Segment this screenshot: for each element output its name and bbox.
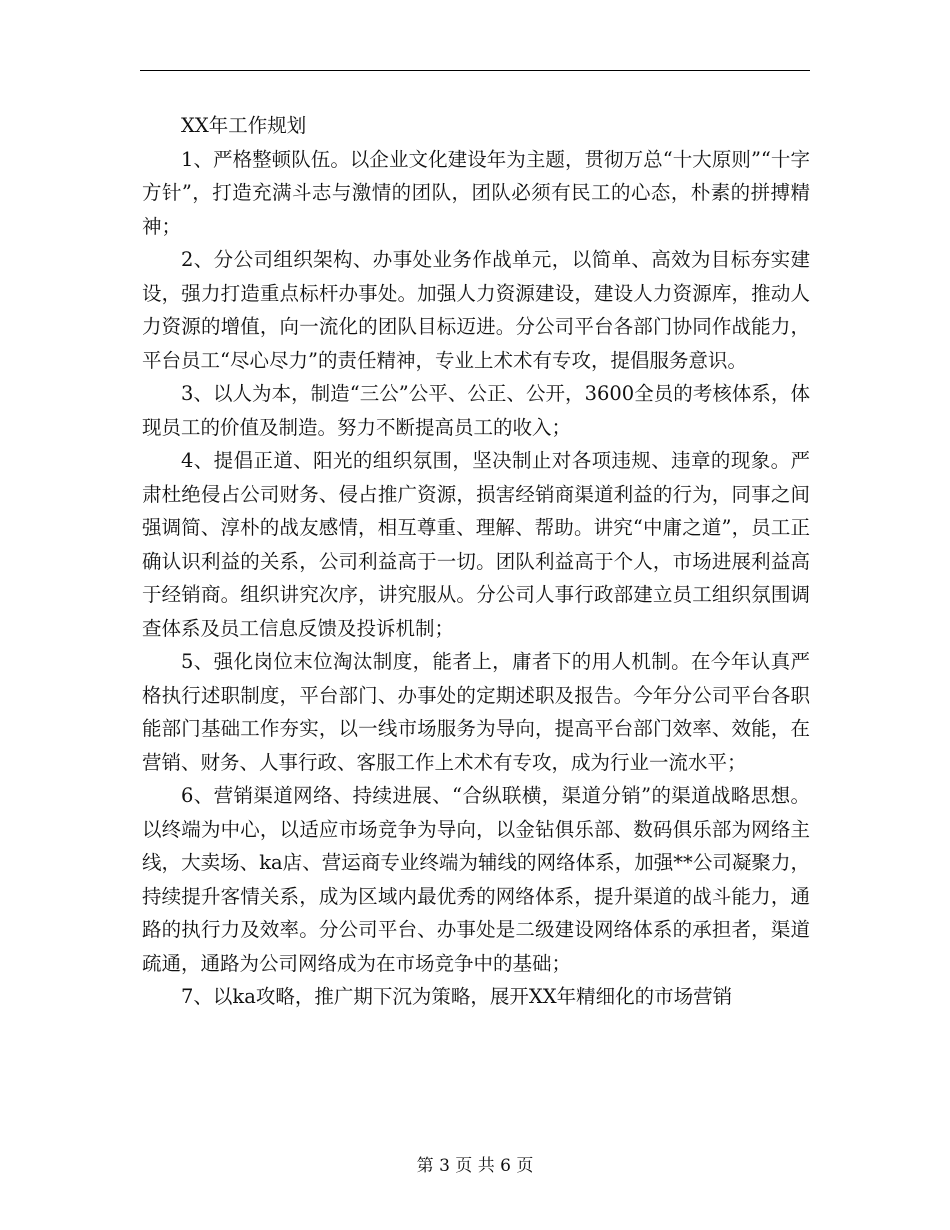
paragraph-1: 1、严格整顿队伍。以企业文化建设年为主题，贯彻万总“十大原则”“十字方针”，打造充满斗志与激情的团队，团队必须有民工的心态，朴素的拼搏精神；: [142, 147, 810, 238]
paragraph-2: 2、分公司组织架构、办事处业务作战单元，以简单、高效为目标夯实建设，强力打造重点标杆办事处。加强人力资源建设，建设人力资源库，推动人力资源的增值，向一流化的团队目标迈进。分公司平台各部门协同作战能力，平台员工“尽心尽力”的责任精神，专业上术术有专攻，提倡服务意识。: [142, 248, 810, 372]
paragraph-7: 7、以ka攻略，推广期下沉为策略，展开XX年精细化的市场营销: [181, 985, 733, 1008]
paragraph-3: 3、以人为本，制造“三公”公平、公正、公开，3600全员的考核体系，体现员工的价值及制造。努力不断提高员工的收入；: [142, 382, 810, 439]
header-rule: [140, 70, 810, 71]
paragraph-4: 4、提倡正道、阳光的组织氛围，坚决制止对各项违规、违章的现象。严肃杜绝侵占公司财务、侵占推广资源，损害经销商渠道利益的行为，同事之间强调简、淳朴的战友感情，相互尊重、理解、帮助。讲究“中庸之道”，员工正确认识利益的关系，公司利益高于一切。团队利益高于个人，市场进展利益高于经销商。组织讲究次序，讲究服从。分公司人事行政部建立员工组织氛围调查体系及员工信息反馈及投诉机制；: [142, 449, 810, 640]
document-title: XX年工作规划: [181, 114, 307, 137]
paragraph-5: 5、强化岗位末位淘汰制度，能者上，庸者下的用人机制。在今年认真严格执行述职制度，平台部门、办事处的定期述职及报告。今年分公司平台各职能部门基础工作夯实，以一线市场服务为导向，提高平台部门效率、效能，在营销、财务、人事行政、客服工作上术术有专攻，成为行业一流水平；: [142, 650, 810, 774]
page-number-footer: 第 3 页 共 6 页: [416, 1156, 534, 1176]
document-body: [142, 109, 810, 1014]
paragraph-6: 6、营销渠道网络、持续进展、“合纵联横，渠道分销”的渠道战略思想。以终端为中心，以适应市场竞争为导向，以金钻俱乐部、数码俱乐部为网络主线，大卖场、ka店、营运商专业终端为辅线的网络体系，加强**公司凝聚力，持续提升客情关系，成为区域内最优秀的网络体系，提升渠道的战斗能力，通路的执行力及效率。分公司平台、办事处是二级建设网络体系的承担者，渠道疏通，通路为公司网络成为在市场竞争中的基础；: [142, 784, 810, 975]
